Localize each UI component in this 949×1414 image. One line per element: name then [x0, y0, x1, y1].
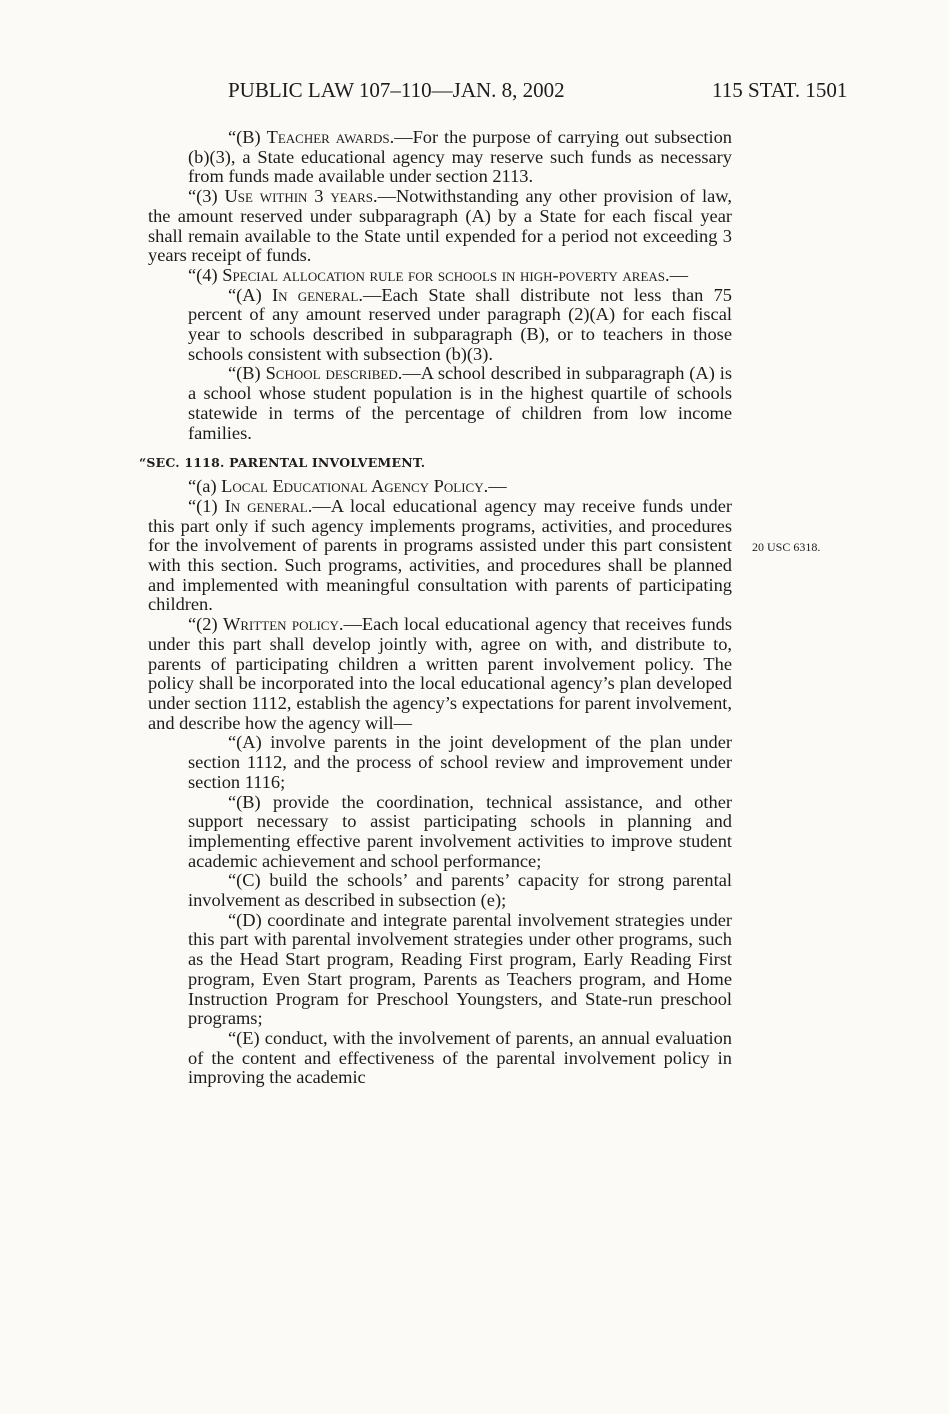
paragraph-heading: Special allocation rule for schools in high-poverty areas. — [222, 264, 670, 285]
clause-a2e: “(E) conduct, with the involvement of parents, an annual evaluation of the content and effectiveness of the parental involvement policy in improving the academic — [188, 1027, 732, 1088]
paragraph-heading: Written policy. — [222, 614, 344, 635]
clause-a2c: “(C) build the schools’ and parents’ capacity for strong parental involvement as described in subsection (e); — [188, 870, 732, 911]
paragraph-4a-in-general: “(A) In general.—Each State shall distribute not less than 75 percent of any amount reserved under paragraph (2)(A) for each fiscal year to schools described in subparagraph (B), or to teachers in those schools consistent with subsection (b)(3). — [188, 284, 732, 364]
law-body — [139, 127, 732, 1088]
paragraph-heading: In general. — [271, 284, 363, 305]
paragraph-b-teacher-awards: “(B) Teacher awards.—For the purpose of carrying out subsection (b)(3), a State educational agency may reserve such funds as necessary from funds made available under section 2113. — [188, 127, 732, 187]
paragraph-heading: School described. — [265, 363, 403, 384]
page-header — [0, 78, 949, 108]
paragraph-heading: Use within 3 years. — [224, 186, 378, 207]
clause-a2d: “(D) coordinate and integrate parental involvement strategies under this part with parental involvement strategies under other programs, such as the Head Start program, Reading First program, Early Reading First program, Even Start program, Parents as Teachers program, and Home Instruction Program for Preschool Youngsters, and State-run preschool programs; — [188, 909, 732, 1029]
paragraph-a1-in-general: “(1) In general.—A local educational agency may receive funds under this part only if such agency implements programs, activities, and procedures for the involvement of parents in programs assisted under this part consistent with this section. Such programs, activities, and procedures shall be planned and implemented with meaningful consultation with parents of participating children. — [148, 495, 732, 615]
section-heading: “SEC. 1118. PARENTAL INVOLVEMENT. — [139, 455, 426, 471]
paragraph-4b-school-described: “(B) School described.—A school described in subparagraph (A) is a school whose student population is in the highest quartile of schools statewide in terms of the percentage of children from low income families. — [188, 363, 732, 443]
clause-a2a: “(A) involve parents in the joint development of the plan under section 1112, and the process of school review and improvement under section 1116; — [188, 732, 732, 792]
usc-margin-note: 20 USC 6318. — [752, 540, 821, 554]
subsection-a-policy: “(a) Local Educational Agency Policy.— — [188, 476, 507, 497]
clause-a2b: “(B) provide the coordination, technical assistance, and other support necessary to assist participating schools in planning and implementing effective parent involvement activities to improve student academic achievement and school performance; — [188, 791, 732, 871]
paragraph-3-use-within-3-years: “(3) Use within 3 years.—Notwithstanding any other provision of law, the amount reserved under subparagraph (A) by a State for each fiscal year shall remain available to the State until expended for a period not exceeding 3 years receipt of funds. — [148, 186, 732, 266]
paragraph-4-special-allocation: “(4) Special allocation rule for schools in high-poverty areas.— — [188, 264, 689, 285]
statute-page-number: 115 STAT. 1501 — [712, 78, 848, 102]
paragraph-heading: Local Educational Agency Policy. — [221, 476, 489, 497]
public-law-citation: PUBLIC LAW 107–110—JAN. 8, 2002 — [228, 78, 565, 102]
paragraph-heading: Teacher awards. — [266, 127, 395, 147]
paragraph-a2-written-policy: “(2) Written policy.—Each local educational agency that receives funds under this part shall develop jointly with, agree on with, and distribute to, parents of participating children a written parent involvement policy. The policy shall be incorporated into the local educational agency’s plan developed under section 1112, establish the agency’s expectations for parent involvement, and describe how the agency will— — [148, 614, 732, 733]
paragraph-heading: In general. — [224, 495, 313, 516]
